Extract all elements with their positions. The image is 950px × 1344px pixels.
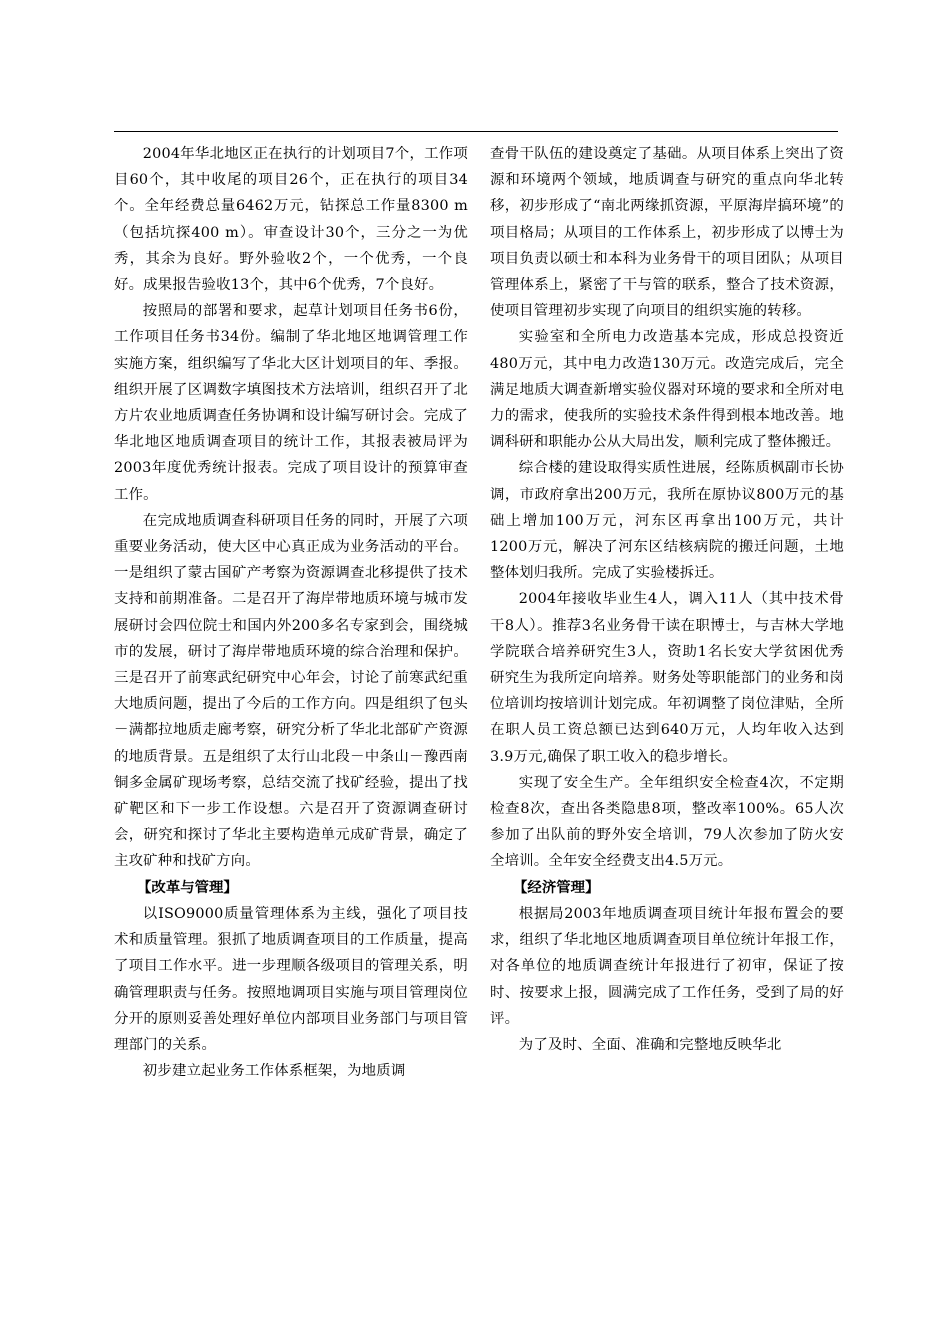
- paragraph-safety: 实现了安全生产。全年组织安全检查4次，不定期检查8次，查出各类隐患8项，整改率100%。65人次参加了出队前的野外安全培训，79人次参加了防火安全培训。全年安全经费支出4.5万元。: [490, 774, 844, 870]
- paragraph-office-building: 综合楼的建设取得实质性进展，经陈质枫副市长协调，市政府拿出200万元，我所在原协议800万元的基础上增加100万元，河东区再拿出100万元，共计1200万元，解决了河东区结核病院的搬迁问题，土地整体划归我所。完成了实验楼拆迁。: [490, 460, 844, 582]
- section-heading-reform-management: 【改革与管理】: [137, 879, 238, 896]
- paragraph-iso9000: 以ISO9000质量管理体系为主线，强化了项目技术和质量管理。狠抓了地质调查项目的工作质量，提高了项目工作水平。进一步理顺各级项目的管理关系，明确管理职责与任务。按照地调项目实施与项目管理岗位分开的原则妥善处理好单位内部项目业务部门与项目管理部门的关系。: [114, 905, 468, 1053]
- paragraph-project-statistics: 2004年华北地区正在执行的计划项目7个，工作项目60个，其中收尾的项目26个，正在执行的项目34个。全年经费总量6462万元，钻探总工作量8300 m（包括坑探400 m）。审查设计30个，三分之一为优秀，其余为良好。野外验收2个，一个优秀，一个良好。成果报告验收13个，其中6个优秀，7个良好。: [114, 146, 468, 294]
- paragraph-task-documents: 按照局的部署和要求，起草计划项目任务书6份，工作项目任务书34份。编制了华北地区地调管理工作实施方案，组织编写了华北大区计划项目的年、季报。组织开展了区调数字填图技术方法培训，组织召开了北方片农业地质调查任务协调和设计编写研讨会。完成了华北地区地质调查项目的统计工作，其报表被局评为2003年度优秀统计报表。完成了项目设计的预算审查工作。: [114, 303, 468, 503]
- paragraph-lab-renovation: 实验室和全所电力改造基本完成，形成总投资近480万元，其中电力改造130万元。改造完成后，完全满足地质大调查新增实验仪器对环境的要求和全所对电力的需求，使我所的实验技术条件得到根本地改善。地调科研和职能办公从大局出发，顺利完成了整体搬迁。: [490, 329, 844, 451]
- left-column: [114, 141, 468, 1084]
- top-rule: [114, 131, 838, 132]
- section-heading-economic-management: 【经济管理】: [513, 879, 600, 896]
- paragraph-personnel: 2004年接收毕业生4人，调入11人（其中技术骨干8人）。推荐3名业务骨干读在职博士，与吉林大学地学院联合培养研究生3人，资助1名长安大学贫困优秀研究生为我所定向培养。财务处等职能部门的业务和岗位培训均按培训计划完成。年初调整了岗位津贴，全所在职人员工资总额已达到640万元，人均年收入达到3.9万元,确保了职工收入的稳步增长。: [490, 591, 844, 765]
- right-column: [490, 141, 844, 1058]
- paragraph-work-system-continued: 查骨干队伍的建设奠定了基础。从项目体系上突出了资源和环境两个领域，地质调查与研究的重点向华北转移，初步形成了“南北两缘抓资源，平原海岸搞环境”的项目格局；从项目的工作体系上，初步形成了以博士为项目负责以硕士和本科为业务骨干的项目团队；从项目管理体系上，紧密了干与管的联系，整合了技术资源，使项目管理初步实现了向项目的组织实施的转移。: [490, 146, 844, 320]
- paragraph-final-start: 为了及时、全面、准确和完整地反映华北: [518, 1036, 782, 1053]
- paragraph-work-system-start: 初步建立起业务工作体系框架，为地质调: [142, 1063, 406, 1080]
- paragraph-statistical-report: 根据局2003年地质调查项目统计年报布置会的要求，组织了华北地区地质调查项目单位统计年报工作，对各单位的地质调查统计年报进行了初审，保证了按时、按要求上报，圆满完成了工作任务，受到了局的好评。: [490, 905, 844, 1027]
- paragraph-business-activities: 在完成地质调查科研项目任务的同时，开展了六项重要业务活动，使大区中心真正成为业务活动的平台。一是组织了蒙古国矿产考察为资源调查北移提供了技术支持和前期准备。二是召开了海岸带地质环境与城市发展研讨会四位院士和国内外200多名专家到会，围绕城市的发展，研讨了海岸带地质环境的综合治理和保护。三是召开了前寒武纪研究中心年会，讨论了前寒武纪重大地质问题，提出了今后的工作方向。四是组织了包头－满都拉地质走廊考察，研究分析了华北北部矿产资源的地质背景。五是组织了太行山北段－中条山－豫西南铜多金属矿现场考察，总结交流了找矿经验，提出了找矿靶区和下一步工作设想。六是召开了资源调查研讨会，研究和探讨了华北主要构造单元成矿背景，确定了主攻矿种和找矿方向。: [114, 512, 468, 870]
